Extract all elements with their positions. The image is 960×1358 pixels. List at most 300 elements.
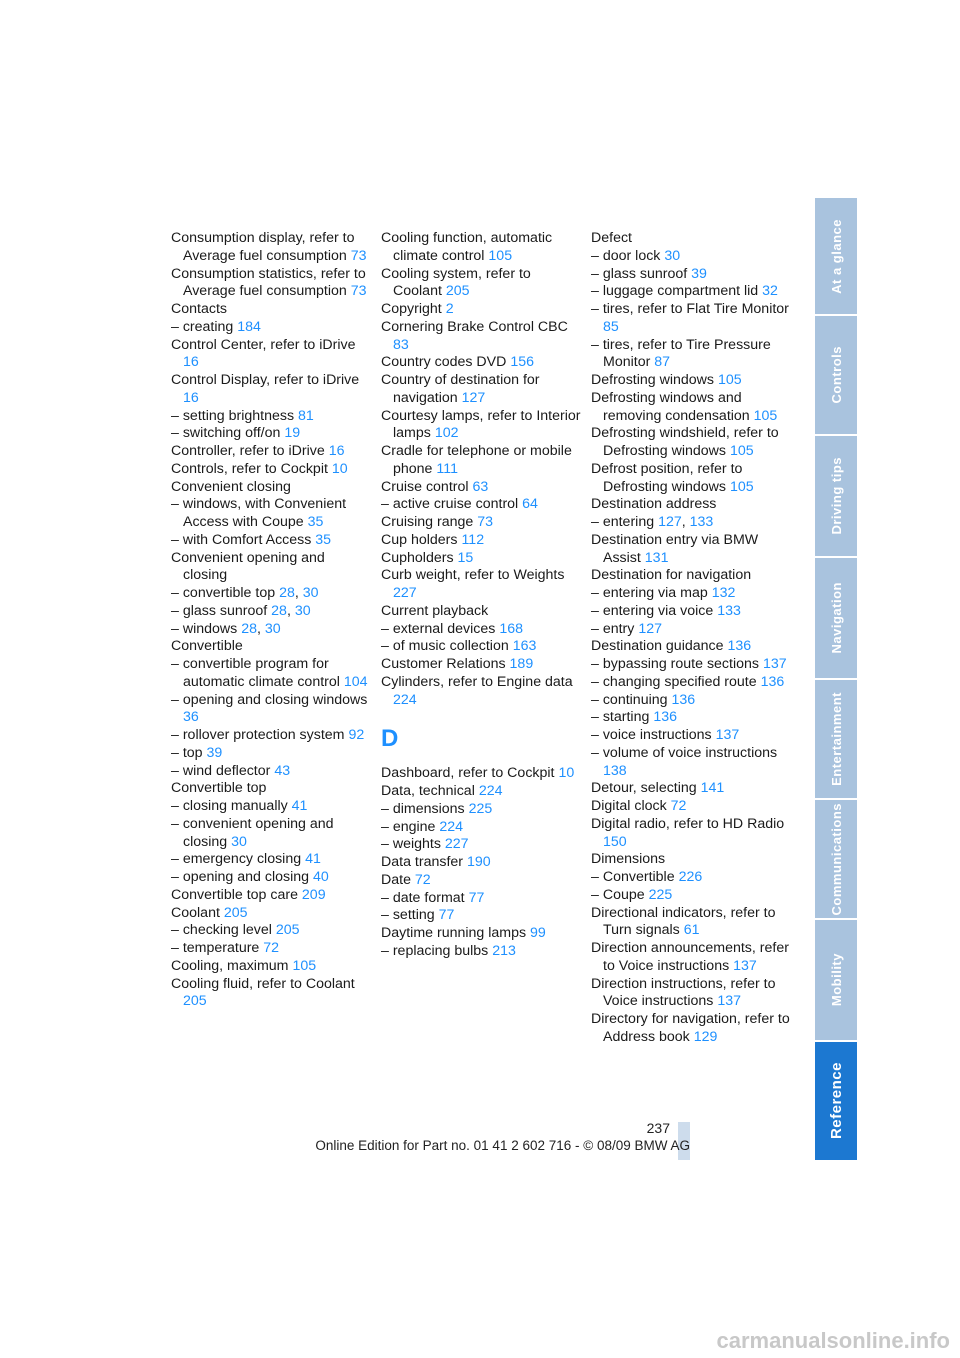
index-entry-text: Contacts <box>171 301 227 317</box>
page-reference-link[interactable]: 72 <box>670 798 687 814</box>
index-entry <box>171 922 371 940</box>
page-reference-link[interactable]: 227 <box>393 585 417 601</box>
index-entry <box>591 780 791 798</box>
index-entry <box>381 819 581 837</box>
side-tab-driving-tips[interactable]: Driving tips <box>815 436 857 556</box>
index-entry <box>381 907 581 925</box>
page-reference-link[interactable]: 43 <box>274 762 291 779</box>
page-reference-link[interactable]: 150 <box>603 833 627 850</box>
index-entry <box>381 514 581 532</box>
index-entry-text: Directional indicators, refer to Turn signals <box>591 904 776 939</box>
page-reference-link[interactable]: 225 <box>468 800 493 817</box>
page-reference-link[interactable]: 85 <box>603 318 619 335</box>
index-entry-text: Data, technical <box>381 783 475 799</box>
page-reference-link[interactable]: 81 <box>298 407 314 424</box>
index-entry-text: – door lock <box>591 247 661 264</box>
index-entry-text: Data transfer <box>381 854 464 870</box>
page-reference-link[interactable]: 61 <box>683 922 700 939</box>
page-reference-link[interactable]: 73 <box>477 514 494 530</box>
index-entry <box>171 266 371 302</box>
index-entry <box>381 301 581 319</box>
page-reference-link[interactable]: 132 <box>711 585 736 601</box>
index-entry <box>591 567 791 585</box>
page-number: 237 <box>646 1120 670 1136</box>
index-entry-text: – voice instructions <box>591 727 712 743</box>
watermark: carmanualsonline.info <box>716 1328 950 1353</box>
index-entry-text: Cooling function, automatic climate control <box>381 230 553 264</box>
page-reference-link[interactable]: 136 <box>760 673 785 690</box>
index-entry-text: Cooling, maximum <box>171 957 289 974</box>
index-entry-text: Cup holders <box>381 531 458 548</box>
index-entry <box>171 337 371 373</box>
side-tab-at-a-glance[interactable]: At a glance <box>815 198 857 314</box>
index-entry <box>381 783 581 801</box>
index-entry <box>171 976 371 1012</box>
index-entry-text: Controller, refer to iDrive <box>171 443 325 459</box>
page-reference-link[interactable]: 30 <box>231 833 247 850</box>
index-entry-text: – windows, with Convenient Access with Coupe <box>171 496 347 530</box>
index-entry <box>381 765 581 783</box>
page-reference-link[interactable]: 133 <box>689 514 714 530</box>
index-entry <box>171 745 371 763</box>
index-entry-text: Detour, selecting <box>591 780 697 797</box>
page-reference-link[interactable]: 137 <box>733 957 757 974</box>
page-reference-link[interactable]: 64 <box>522 496 538 513</box>
index-entry-text: Convertible top care <box>171 886 298 903</box>
index-entry <box>171 940 371 958</box>
index-entry <box>591 869 791 887</box>
index-entry-text: – setting <box>381 907 435 924</box>
index-entry <box>171 230 371 266</box>
page-reference-link[interactable]: 77 <box>468 889 485 906</box>
index-entry-text: – switching off/on <box>171 425 281 442</box>
page-reference-link[interactable]: 40 <box>313 869 329 885</box>
index-entry <box>381 479 581 497</box>
index-entry <box>591 674 791 692</box>
index-entry <box>591 745 791 781</box>
index-entry <box>591 425 791 461</box>
index-entry <box>171 780 371 798</box>
page-reference-link[interactable]: 205 <box>183 993 207 1010</box>
index-entry-text: – with Comfort Access <box>171 531 312 548</box>
index-entry <box>381 532 581 550</box>
page-reference-link[interactable]: 213 <box>492 942 516 959</box>
page-reference-link[interactable]: 189 <box>509 656 534 672</box>
page-reference-link[interactable]: 10 <box>331 460 348 477</box>
index-entry-text: Consumption display, refer to Average fuel consumption <box>171 230 355 264</box>
index-entry-text: – entering via map <box>591 585 708 601</box>
index-entry-text: Cruise control <box>381 478 469 495</box>
index-entry: – windows 28, 30 <box>171 620 281 637</box>
index-entry-text: Cooling system, refer to Coolant <box>381 265 531 300</box>
index-entry-text: Cornering Brake Control CBC <box>381 318 568 335</box>
index-entry <box>591 638 791 656</box>
index-entry <box>591 976 791 1012</box>
index-entry-text: – entering via voice <box>591 602 714 619</box>
index-entry <box>591 816 791 852</box>
page-reference-link[interactable]: 36 <box>183 709 199 726</box>
index-entry <box>591 709 791 727</box>
page-reference-link[interactable]: 77 <box>438 907 455 924</box>
index-entry-text: – convertible program for automatic climate control <box>171 656 340 690</box>
index-entry-text: Convenient closing <box>171 478 291 495</box>
index-entry-text: Defrosting windshield, refer to Defrosting windows <box>591 425 779 459</box>
index-entry <box>381 621 581 639</box>
page-reference-link[interactable]: 28 <box>279 585 295 601</box>
index-entry-text: – convenient opening and closing <box>171 815 334 850</box>
index-entry-text: Direction announcements, refer to Voice instructions <box>591 940 789 974</box>
page-reference-link[interactable]: 99 <box>530 925 546 941</box>
page-reference-link[interactable]: 30 <box>664 247 681 264</box>
page-reference-link[interactable]: 136 <box>653 709 677 726</box>
page-reference-link[interactable]: 35 <box>315 531 332 548</box>
index-entry <box>591 1011 791 1047</box>
page-reference-link[interactable]: 63 <box>472 478 489 495</box>
index-entry-text: Defect <box>591 230 633 246</box>
index-entry <box>381 801 581 819</box>
page-reference-link[interactable]: 72 <box>414 871 431 888</box>
index-entry-text: – glass sunroof <box>171 602 268 619</box>
index-entry-text: Cylinders, refer to Engine data <box>381 673 573 690</box>
index-entry <box>381 408 581 444</box>
page-reference-link[interactable]: 105 <box>488 247 513 264</box>
index-entry-text: Country of destination for navigation <box>381 372 540 406</box>
index-entry <box>591 621 791 639</box>
page-reference-link[interactable]: 105 <box>753 407 778 424</box>
page-reference-link[interactable]: 105 <box>717 372 742 388</box>
index-entry <box>171 692 371 728</box>
index-entry-text: Date <box>381 871 411 888</box>
side-tab-reference[interactable]: Reference <box>815 1042 857 1160</box>
index-entry <box>591 496 791 514</box>
page-reference-link[interactable]: 141 <box>700 780 725 797</box>
page-reference-link[interactable]: 133 <box>717 602 741 619</box>
index-entry <box>171 461 371 479</box>
index-entry-text: Defrosting windows and removing condensation <box>591 389 750 424</box>
index-entry <box>591 372 791 390</box>
index-entry <box>381 230 581 266</box>
index-entry <box>591 887 791 905</box>
page-reference-link[interactable]: 136 <box>671 691 696 708</box>
index-entry-text: Defrosting windows <box>591 372 715 388</box>
index-entry <box>381 674 581 710</box>
index-entry <box>171 550 371 586</box>
index-entry <box>171 319 371 337</box>
side-tab-navigation[interactable]: Navigation <box>815 558 857 678</box>
index-letter-heading: D <box>381 725 399 753</box>
index-entry <box>381 638 581 656</box>
index-entry-text: – engine <box>381 818 436 835</box>
index-entry: – entering 127, 133 <box>591 514 714 530</box>
index-entry-text: Control Center, refer to iDrive <box>171 336 356 353</box>
page-reference-link[interactable]: 16 <box>183 389 199 406</box>
page-reference-link[interactable]: 15 <box>457 549 474 566</box>
page-reference-link[interactable]: 72 <box>263 940 280 956</box>
index-entry <box>381 319 581 355</box>
index-entry <box>171 496 371 532</box>
index-entry-text: Destination guidance <box>591 638 724 655</box>
index-entry-text: Destination for navigation <box>591 567 752 584</box>
index-entry <box>171 887 371 905</box>
page-reference-link[interactable]: 10 <box>558 765 575 782</box>
page-reference-link[interactable]: 73 <box>350 247 367 264</box>
index-entry <box>591 266 791 284</box>
index-entry <box>171 816 371 852</box>
index-entry <box>381 603 581 621</box>
index-entry <box>381 836 581 854</box>
index-entry <box>381 925 581 943</box>
page-reference-link[interactable]: 137 <box>715 727 740 743</box>
page-reference-link[interactable]: 16 <box>183 354 199 371</box>
index-entry-text: – temperature <box>171 940 260 956</box>
index-entry <box>381 872 581 890</box>
page-reference-link[interactable]: 30 <box>302 585 319 601</box>
footer-edition: Online Edition for Part no. 01 41 2 602 716 - © 08/09 BMW AG <box>315 1138 690 1153</box>
index-entry <box>171 869 371 887</box>
page-reference-link[interactable]: 112 <box>461 531 485 548</box>
page-reference-link[interactable]: 105 <box>729 443 754 459</box>
index-column-2 <box>381 230 581 961</box>
index-entry <box>591 692 791 710</box>
index-entry-text: – glass sunroof <box>591 265 688 282</box>
index-entry-text: – convertible top <box>171 585 276 601</box>
page-reference-link[interactable]: 105 <box>292 957 317 974</box>
index-column-3 <box>591 230 791 1047</box>
index-entry-text: Control Display, refer to iDrive <box>171 372 360 388</box>
index-entry <box>171 479 371 497</box>
index-entry-text: Digital radio, refer to HD Radio <box>591 815 785 832</box>
index-entry-text: – entering <box>591 514 655 530</box>
index-entry <box>171 443 371 461</box>
index-entry-text: – checking level <box>171 922 272 939</box>
index-entry <box>591 851 791 869</box>
index-entry-text: Daytime running lamps <box>381 925 527 941</box>
index-entry-text: Destination entry via BMW Assist <box>591 531 759 566</box>
index-entry-text: – date format <box>381 889 465 906</box>
index-entry-text: – top <box>171 744 203 761</box>
page-reference-link[interactable]: 127 <box>638 620 662 637</box>
index-entry <box>381 890 581 908</box>
index-entry-text: – entry <box>591 620 635 637</box>
index-entry-text: Directory for navigation, refer to Address book <box>591 1011 790 1045</box>
page-reference-link[interactable]: 184 <box>237 318 261 335</box>
index-entry <box>381 266 581 302</box>
index-entry <box>591 283 791 301</box>
index-entry <box>591 798 791 816</box>
page-reference-link[interactable]: 39 <box>691 265 707 282</box>
page-reference-link[interactable]: 156 <box>510 354 534 371</box>
page-reference-link[interactable]: 205 <box>275 922 300 939</box>
page-reference-link[interactable]: 137 <box>762 656 787 672</box>
index-entry <box>591 727 791 745</box>
index-entry-text: Dimensions <box>591 851 666 868</box>
index-entry: – glass sunroof 28, 30 <box>171 602 311 619</box>
index-entry-text: – creating <box>171 318 234 335</box>
index-entry-text: – tires, refer to Tire Pressure Monitor <box>591 336 771 371</box>
index-entry <box>381 550 581 568</box>
index-entry <box>381 496 581 514</box>
index-entry <box>171 727 371 745</box>
index-entry <box>591 461 791 497</box>
index-entry-text: – external devices <box>381 620 496 637</box>
index-entry-text: – of music collection <box>381 638 509 655</box>
index-entry-text: Controls, refer to Cockpit <box>171 460 328 477</box>
index-entry-text: – changing specified route <box>591 673 757 690</box>
page-reference-link[interactable]: 104 <box>343 673 368 690</box>
index-entry-text: Customer Relations <box>381 656 506 672</box>
index-entry <box>381 354 581 372</box>
index-entry <box>381 943 581 961</box>
index-entry-text: – Coupe <box>591 886 645 903</box>
index-entry-text: Convertible top <box>171 780 267 797</box>
index-entry-text: Cradle for telephone or mobile phone <box>381 443 572 477</box>
page-reference-link[interactable]: 39 <box>206 744 223 761</box>
page-reference-link[interactable]: 41 <box>291 798 308 814</box>
page-reference-link[interactable]: 163 <box>512 638 537 655</box>
index-entry-text: – dimensions <box>381 800 465 817</box>
page-reference-link[interactable]: 224 <box>478 783 503 799</box>
index-column-1 <box>171 230 371 1011</box>
index-entry-text: – volume of voice instructions <box>591 744 778 761</box>
index-entry-text: Defrost position, refer to Defrosting windows <box>591 460 743 495</box>
index-entry <box>171 958 371 976</box>
index-entry <box>591 532 791 568</box>
page-reference-link[interactable]: 2 <box>445 301 454 317</box>
index-entry <box>171 905 371 923</box>
page-reference-link[interactable]: 16 <box>328 443 345 459</box>
page-reference-link[interactable]: 138 <box>603 762 627 779</box>
index-entry-text: – continuing <box>591 691 668 708</box>
page-reference-link[interactable]: 30 <box>294 602 311 619</box>
index-entry <box>171 798 371 816</box>
index-entry <box>591 337 791 373</box>
page-reference-link[interactable]: 28 <box>271 602 287 619</box>
page-reference-link[interactable]: 224 <box>439 818 464 835</box>
index-entry-text: Digital clock <box>591 798 667 814</box>
index-entry <box>591 301 791 337</box>
page-reference-link[interactable]: 224 <box>393 691 417 708</box>
index-entry <box>381 854 581 872</box>
page-reference-link[interactable]: 111 <box>436 460 458 477</box>
index-entry <box>171 425 371 443</box>
page-reference-link[interactable]: 205 <box>223 904 248 921</box>
index-entry: – convertible top 28, 30 <box>171 585 319 601</box>
index-entry <box>171 851 371 869</box>
index-entry <box>381 567 581 603</box>
index-entry <box>591 603 791 621</box>
index-entry <box>591 390 791 426</box>
index-entry <box>171 763 371 781</box>
index-entry <box>591 656 791 674</box>
page-reference-link[interactable]: 87 <box>654 354 671 371</box>
page-reference-link[interactable]: 32 <box>762 283 778 300</box>
index-entry <box>171 301 371 319</box>
page-reference-link[interactable]: 127 <box>461 389 486 406</box>
side-tab-entertainment[interactable]: Entertainment <box>815 680 857 798</box>
index-entry-text: – emergency closing <box>171 851 302 868</box>
page-reference-link[interactable]: 190 <box>466 854 491 870</box>
index-entry-text: Current playback <box>381 602 489 619</box>
index-entry-text: Direction instructions, refer to Voice instructions <box>591 975 776 1010</box>
index-entry-text: Country codes DVD <box>381 354 507 371</box>
index-entry-text: Cupholders <box>381 549 454 566</box>
page-reference-link[interactable]: 73 <box>350 283 367 300</box>
page-reference-link[interactable]: 28 <box>241 620 257 637</box>
page-reference-link[interactable]: 83 <box>393 336 409 353</box>
page-reference-link[interactable]: 205 <box>445 283 470 300</box>
side-tab-mobility[interactable]: Mobility <box>815 920 857 1040</box>
page-reference-link[interactable]: 35 <box>307 514 324 530</box>
index-entry-text: Consumption statistics, refer to Average fuel consumption <box>171 265 366 300</box>
index-entry <box>171 656 371 692</box>
side-tab-controls[interactable]: Controls <box>815 316 857 434</box>
page-reference-link[interactable]: 129 <box>693 1028 718 1045</box>
index-entry-text: – bypassing route sections <box>591 656 759 672</box>
index-entry-text: – Convertible <box>591 869 675 885</box>
page-reference-link[interactable]: 225 <box>648 886 673 903</box>
page-reference-link[interactable]: 30 <box>264 620 281 637</box>
page-reference-link[interactable]: 226 <box>678 869 703 885</box>
index-entry-text: – wind deflector <box>171 762 271 779</box>
index-entry-text: Copyright <box>381 301 442 317</box>
index-entry <box>381 443 581 479</box>
index-entry-text: – opening and closing <box>171 869 310 885</box>
index-entry-text: Courtesy lamps, refer to Interior lamps <box>381 407 581 442</box>
index-entry-text: Cooling fluid, refer to Coolant <box>171 975 355 992</box>
page-reference-link[interactable]: 137 <box>717 993 742 1010</box>
index-entry-text: – setting brightness <box>171 407 295 424</box>
page-reference-link[interactable]: 209 <box>301 886 326 903</box>
index-entry-text: Curb weight, refer to Weights <box>381 567 565 584</box>
index-entry <box>381 656 581 674</box>
index-entry-text: – closing manually <box>171 798 288 814</box>
index-entry-text: – starting <box>591 709 650 726</box>
page-reference-link[interactable]: 102 <box>434 425 459 442</box>
index-entry-text: – weights <box>381 836 441 853</box>
index-entry <box>591 230 791 248</box>
index-entry-text: Destination address <box>591 496 717 513</box>
index-entry <box>171 372 371 408</box>
index-entry-text: – active cruise control <box>381 496 519 513</box>
index-entry-text: Cruising range <box>381 514 474 530</box>
page-reference-link[interactable]: 168 <box>499 620 523 637</box>
index-entry-text: Coolant <box>171 904 220 921</box>
page-reference-link[interactable]: 19 <box>284 425 301 442</box>
index-entry-text: Convertible <box>171 638 243 655</box>
index-entry-text: – replacing bulbs <box>381 942 489 959</box>
index-entry-text: – luggage compartment lid <box>591 283 759 300</box>
page-reference-link[interactable]: 41 <box>305 851 321 868</box>
page-reference-link[interactable]: 227 <box>444 836 469 853</box>
side-tab-communications[interactable]: Communications <box>815 800 857 918</box>
index-entry <box>591 585 791 603</box>
page-reference-link[interactable]: 92 <box>348 727 365 743</box>
index-entry-text: – opening and closing windows <box>171 691 368 708</box>
index-entry-text: – tires, refer to Flat Tire Monitor <box>591 301 789 317</box>
index-entry <box>381 372 581 408</box>
page-reference-link[interactable]: 105 <box>729 478 754 495</box>
index-entry-text: Convenient opening and closing <box>171 549 325 584</box>
index-entry <box>171 408 371 426</box>
index-entry-text: Dashboard, refer to Cockpit <box>381 765 555 782</box>
index-entry <box>171 638 371 656</box>
index-entry-text: – windows <box>171 620 238 637</box>
page-reference-link[interactable]: 136 <box>727 638 752 655</box>
page-reference-link[interactable]: 127 <box>658 514 682 530</box>
index-entry-text: – rollover protection system <box>171 727 345 743</box>
page-reference-link[interactable]: 131 <box>644 549 669 566</box>
index-entry <box>171 532 371 550</box>
